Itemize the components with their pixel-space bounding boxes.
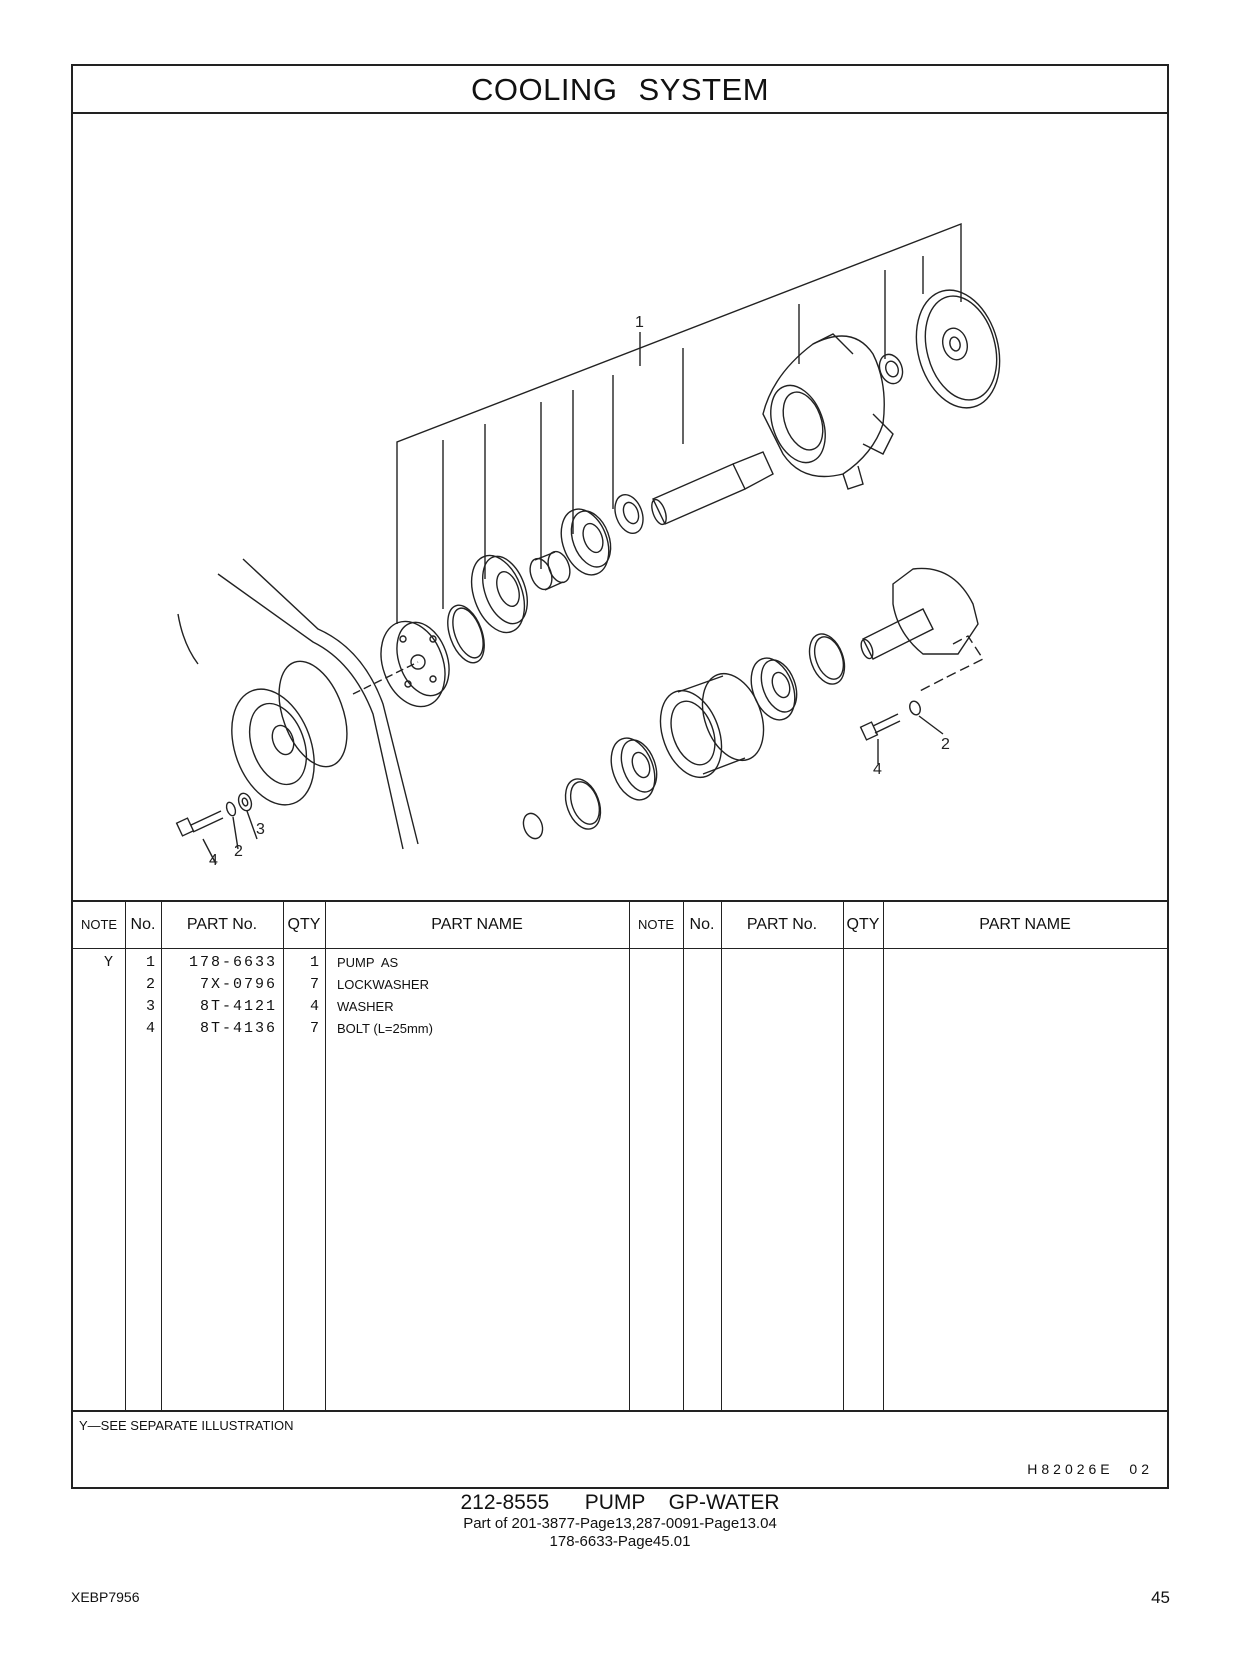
lockwasher-right (908, 700, 922, 717)
row-no: 3 (145, 998, 155, 1015)
row-qty: 7 (309, 976, 319, 993)
seal-ring (876, 351, 907, 387)
row-part-name: PUMP AS (337, 955, 399, 970)
belt-outline (218, 574, 403, 849)
pulley-outer (217, 678, 329, 817)
seal-washer (610, 491, 648, 537)
section-title: COOLING SYSTEM (73, 66, 1167, 114)
caption-title: 212-8555 PUMP GP-WATER (460, 1491, 780, 1514)
row-note (73, 996, 115, 1018)
header-note: NOTE (637, 917, 675, 932)
leader-bracket (397, 224, 961, 458)
bearing (603, 732, 662, 806)
page-number: 45 (1151, 1588, 1170, 1607)
washer-left (236, 791, 253, 812)
header-qty: QTY (287, 916, 321, 933)
illustration-number: H82026E 02 (1027, 1461, 1153, 1477)
row-no: 1 (145, 954, 155, 971)
header-part-no: PART No. (186, 916, 258, 933)
callout-2: 2 (234, 843, 243, 860)
row-qty: 4 (309, 998, 319, 1015)
row-part-no: 8T-4136 (199, 1020, 277, 1037)
row-note: Y (103, 954, 115, 971)
callout-4: 4 (873, 761, 882, 778)
bolt-left (191, 811, 221, 825)
callout-4: 4 (209, 852, 218, 869)
row-no: 2 (145, 976, 155, 993)
lockwasher-left (225, 801, 237, 817)
bearing (462, 548, 534, 640)
snap-ring (803, 629, 851, 689)
row-part-no: 8T-4121 (199, 998, 277, 1015)
caption-line-1: Part of 201-3877-Page13,287-0091-Page13.04 (463, 1515, 777, 1532)
callout-1: 1 (635, 314, 644, 331)
mounting-plate (893, 568, 978, 654)
illustration-drawing (73, 114, 1167, 900)
row-qty: 7 (309, 1020, 319, 1037)
row-note (73, 974, 115, 996)
page-caption (0, 1491, 1240, 1551)
header-no: No. (130, 916, 156, 933)
pump-housing (763, 336, 884, 477)
row-part-name: LOCKWASHER (337, 977, 429, 992)
row-note (73, 1018, 115, 1040)
header-no: No. (689, 916, 715, 933)
row-part-name: BOLT (L=25mm) (337, 1021, 433, 1036)
footnote-text: Y—SEE SEPARATE ILLUSTRATION (79, 1418, 294, 1433)
row-part-no: 7X-0796 (199, 976, 277, 993)
header-note: NOTE (80, 917, 118, 932)
header-part-name: PART NAME (431, 916, 523, 933)
callout-3: 3 (256, 821, 265, 838)
shaft (653, 464, 745, 524)
row-qty: 1 (309, 954, 319, 971)
row-part-no: 178-6633 (188, 954, 277, 971)
row-part-name: WASHER (337, 999, 394, 1014)
caption-line-2: 178-6633-Page45.01 (549, 1533, 691, 1550)
snap-ring (559, 774, 607, 834)
header-part-no: PART No. (746, 916, 818, 933)
footnote-area (73, 1410, 1167, 1489)
roller (649, 682, 732, 786)
header-part-name: PART NAME (979, 916, 1071, 933)
callout-2: 2 (941, 736, 950, 753)
row-no: 4 (145, 1020, 155, 1037)
clip (520, 811, 546, 842)
bearing (743, 652, 802, 726)
document-number: XEBP7956 (71, 1589, 140, 1605)
parts-page-frame (71, 64, 1169, 1489)
parts-table (73, 900, 1167, 1410)
exploded-parts-illustration (73, 114, 1167, 900)
header-qty: QTY (846, 916, 880, 933)
